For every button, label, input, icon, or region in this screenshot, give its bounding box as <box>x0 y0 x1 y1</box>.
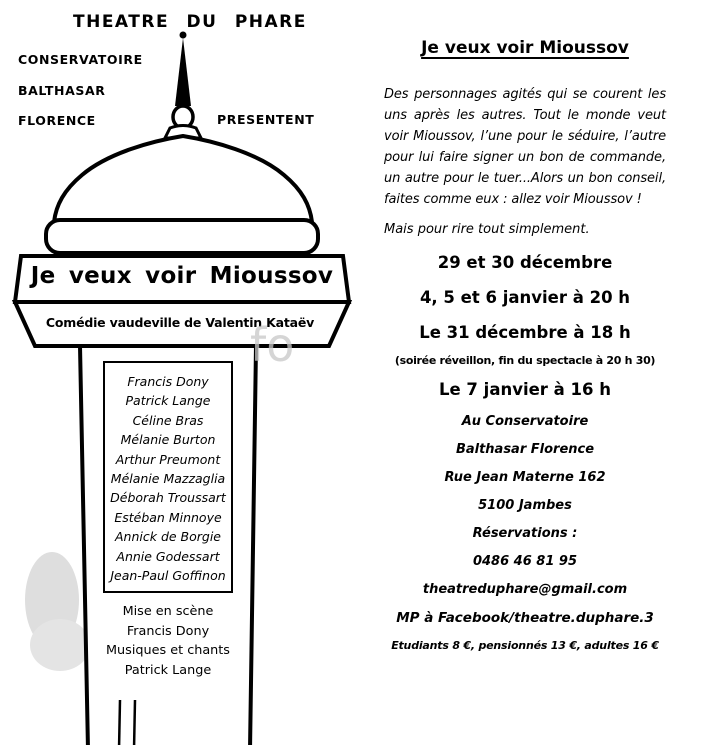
credits-block <box>80 602 256 680</box>
cast-member: Déborah Troussart <box>110 490 226 506</box>
credit-line: Francis Dony <box>126 623 210 639</box>
presenters-block <box>18 50 143 142</box>
theatre-name: THEATRE DU PHARE <box>73 12 307 32</box>
cast-member: Céline Bras <box>132 412 204 428</box>
cast-member: Patrick Lange <box>125 393 211 409</box>
cast-member: Annick de Borgie <box>114 529 221 545</box>
date-line: 4, 5 et 6 janvier à 20 h <box>419 288 631 307</box>
venue-line: 5100 Jambes <box>478 498 572 513</box>
credit-line: Mise en scène <box>122 604 214 619</box>
show-banner-title: Je veux voir Mioussov <box>30 263 334 289</box>
show-title <box>384 38 666 58</box>
spire-needle <box>175 38 191 106</box>
show-banner-subtitle: Comédie vaudeville de Valentin Kataëv <box>45 315 315 330</box>
credit-line: Patrick Lange <box>124 662 212 678</box>
cast-member: Francis Dony <box>127 374 209 389</box>
presenter-line: FLORENCE <box>18 113 96 128</box>
phone-number: 0486 46 81 95 <box>472 554 578 569</box>
watermark-text: fo <box>250 318 295 372</box>
credit-line: Musiques et chants <box>106 643 230 658</box>
date-line: Le 7 janvier à 16 h <box>438 380 612 399</box>
info-column <box>384 38 666 660</box>
cast-box <box>103 361 233 593</box>
venue-line: Balthasar Florence <box>455 442 595 457</box>
cast-member: Mélanie Mazzaglia <box>110 471 226 487</box>
reveillon-note: (soirée réveillon, fin du spectacle à 20 h 30) <box>394 354 656 367</box>
facebook-line: MP à Facebook/theatre.duphare.3 <box>396 610 654 626</box>
presenter-line: CONSERVATOIRE <box>18 52 143 67</box>
email-address: theatreduphare@gmail.com <box>422 582 628 597</box>
tower-door-line <box>134 700 135 745</box>
cast-member: Jean-Paul Goffinon <box>110 568 226 584</box>
venue-line: Rue Jean Materne 162 <box>444 470 606 485</box>
cast-member: Estéban Minnoye <box>114 509 222 525</box>
dome-rim <box>46 220 318 253</box>
reservations-label: Réservations : <box>472 526 578 541</box>
cast-member: Arthur Preumont <box>115 451 221 467</box>
pricing-line: Etudiants 8 €, pensionnés 13 €, adultes 16 € <box>391 639 659 652</box>
tagline-text: Mais pour rire tout simplement. <box>384 222 590 237</box>
show-title-text: Je veux voir Mioussov <box>421 38 629 58</box>
tower-door-line <box>119 700 120 745</box>
synopsis-text: Des personnages agités qui se courent les uns après les autres. Tout le monde veut voir Mioussov, l’une pour le séduire, l’autre pour lui faire signer un bon de commande, un autre pour le tuer...Alors un bon conseil, faites comme eux : allez voir Mioussov ! <box>384 87 666 207</box>
date-line: Le 31 décembre à 18 h <box>419 323 631 342</box>
cast-member: Annie Godessart <box>116 548 220 564</box>
dome <box>54 136 312 222</box>
presenter-line: BALTHASAR <box>18 82 106 98</box>
spire-tip <box>180 32 187 39</box>
present-label: PRESENTENT <box>217 112 315 127</box>
cast-member: Mélanie Burton <box>120 432 216 448</box>
date-line: 29 et 30 décembre <box>437 253 613 272</box>
venue-line: Au Conservatoire <box>461 414 589 429</box>
